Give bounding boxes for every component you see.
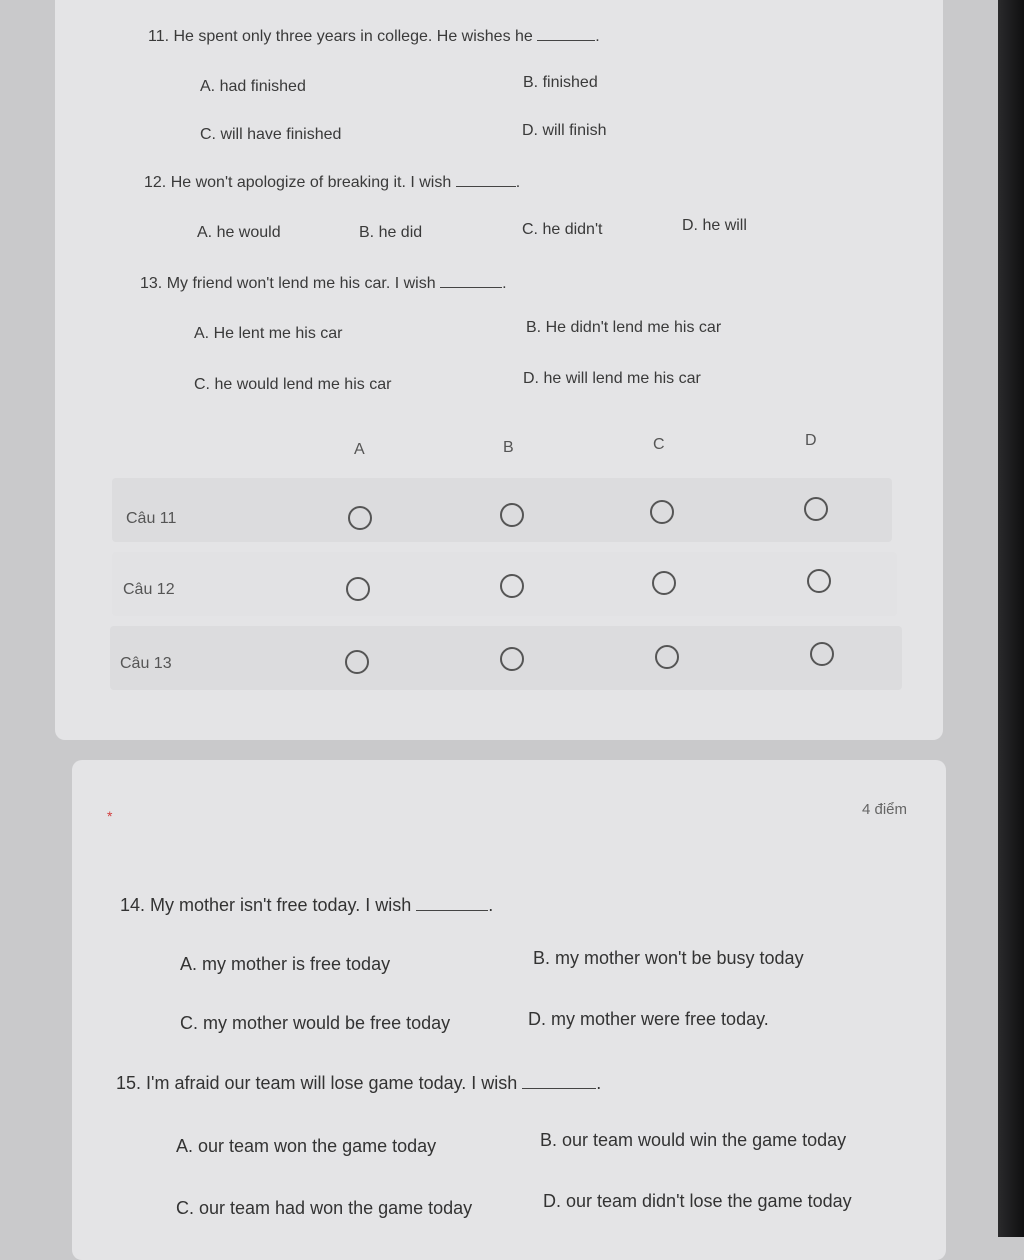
q14-option-a: A. my mother is free today [180,954,391,974]
q12-option-b: B. he did [359,224,423,241]
q13-option-a: A. He lent me his car [194,325,343,342]
question-12 [144,174,520,192]
question-11 [148,28,600,46]
q13-option-c: C. he would lend me his car [194,376,392,393]
q14-option-c: C. my mother would be free today [180,1013,451,1033]
answer-blank [522,1088,596,1089]
q11-option-c: C. will have finished [200,126,342,143]
grid-column-c: C [653,436,665,453]
radio-cau-13-a[interactable] [345,650,369,674]
question-14-text: 14. My mother isn't free today. I wish [120,895,412,915]
answer-blank [440,287,502,288]
radio-cau-12-a[interactable] [346,577,370,601]
q12-option-c: C. he didn't [522,221,603,238]
question-end: . [502,275,507,292]
question-11-text: 11. He spent only three years in college. He wishes he [148,28,533,45]
q12-option-d: D. he will [682,217,747,234]
radio-cau-11-d[interactable] [804,497,828,521]
q11-option-b: B. finished [523,74,598,91]
monitor-bezel [998,0,1024,1237]
radio-cau-12-c[interactable] [652,571,676,595]
answer-blank [416,910,488,911]
grid-row-label-cau-11: Câu 11 [126,510,177,527]
radio-cau-12-b[interactable] [500,574,524,598]
radio-cau-11-c[interactable] [650,500,674,524]
question-card-2 [72,760,946,1260]
q14-option-d: D. my mother were free today. [528,1009,769,1029]
grid-row-label-cau-12: Câu 12 [123,581,175,598]
q14-option-b: B. my mother won't be busy today [533,948,804,968]
question-13 [140,275,507,293]
answer-blank [537,40,595,41]
grid-column-a: A [354,441,365,458]
question-13-text: 13. My friend won't lend me his car. I wish [140,275,436,292]
answer-blank [456,186,516,187]
grid-column-b: B [503,439,514,456]
grid-column-d: D [805,432,817,449]
points-label: 4 điểm [862,801,908,818]
question-end: . [515,174,521,191]
question-12-text: 12. He won't apologize of breaking it. I wish [144,174,452,191]
question-15 [116,1073,601,1094]
q13-option-d: D. he will lend me his car [523,370,701,387]
question-end: . [488,895,494,915]
grid-row-label-cau-13: Câu 13 [120,655,172,672]
radio-cau-13-c[interactable] [655,645,679,669]
q11-option-a: A. had finished [200,78,306,95]
radio-cau-13-d[interactable] [810,642,834,666]
radio-cau-12-d[interactable] [807,569,831,593]
radio-cau-13-b[interactable] [500,647,524,671]
question-end: . [596,1073,602,1093]
q15-option-b: B. our team would win the game today [540,1130,847,1150]
q11-option-d: D. will finish [522,122,607,139]
question-end: . [595,28,600,45]
question-15-text: 15. I'm afraid our team will lose game today. I wish [116,1073,518,1093]
q12-option-a: A. he would [197,224,281,241]
q13-option-b: B. He didn't lend me his car [526,319,722,336]
q15-option-c: C. our team had won the game today [176,1198,473,1218]
radio-cau-11-b[interactable] [500,503,524,527]
required-asterisk: * [107,808,113,824]
q15-option-d: D. our team didn't lose the game today [543,1191,852,1211]
q15-option-a: A. our team won the game today [176,1136,437,1156]
radio-cau-11-a[interactable] [348,506,372,530]
question-14 [120,895,493,916]
